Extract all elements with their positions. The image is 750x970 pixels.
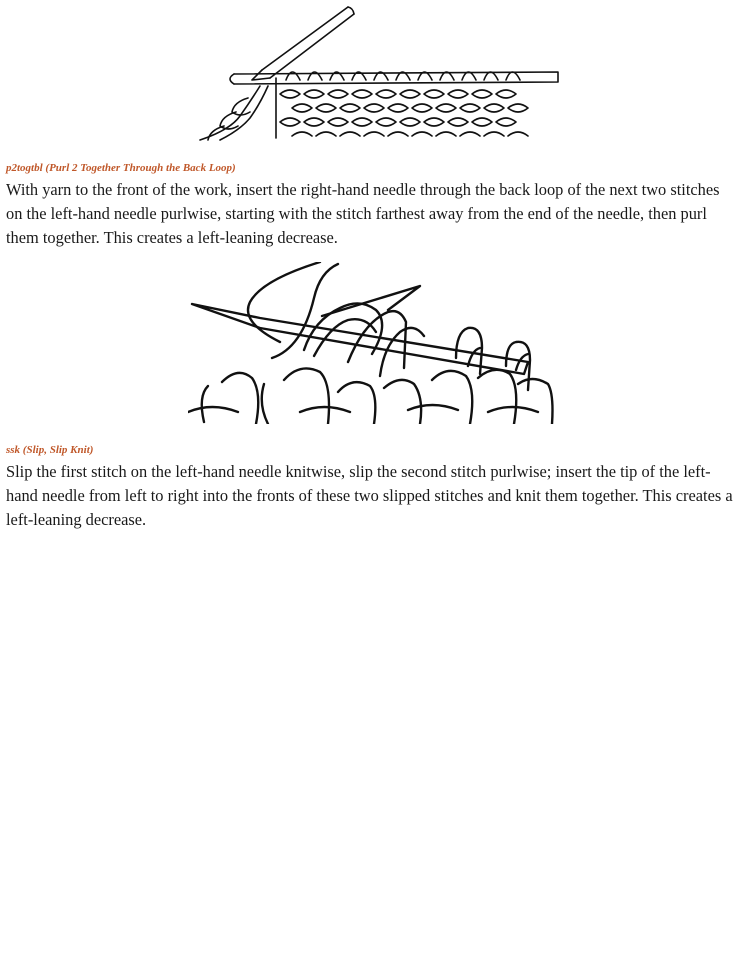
ssk-needle-illustration (188, 262, 558, 424)
p2togtbl-needle-illustration (190, 2, 562, 142)
section-body-ssk: Slip the first stitch on the left-hand needle knitwise, slip the second stitch purlwise; insert the tip of the left-hand needle from left to right into the fronts of these two slipped stitches and knit them together. This creates a left-leaning decrease. (6, 462, 733, 529)
section-body-p2togtbl: With yarn to the front of the work, insert the right-hand needle through the back loop of the next two stitches on the left-hand needle purlwise, starting with the stitch farthest away from the end of the needle, then purl them together. This creates a left-leaning decrease. (6, 180, 720, 247)
section-heading-p2togtbl: p2togtbl (Purl 2 Together Through the Back Loop) (6, 162, 236, 174)
section-heading-ssk: ssk (Slip, Slip Knit) (6, 444, 94, 456)
